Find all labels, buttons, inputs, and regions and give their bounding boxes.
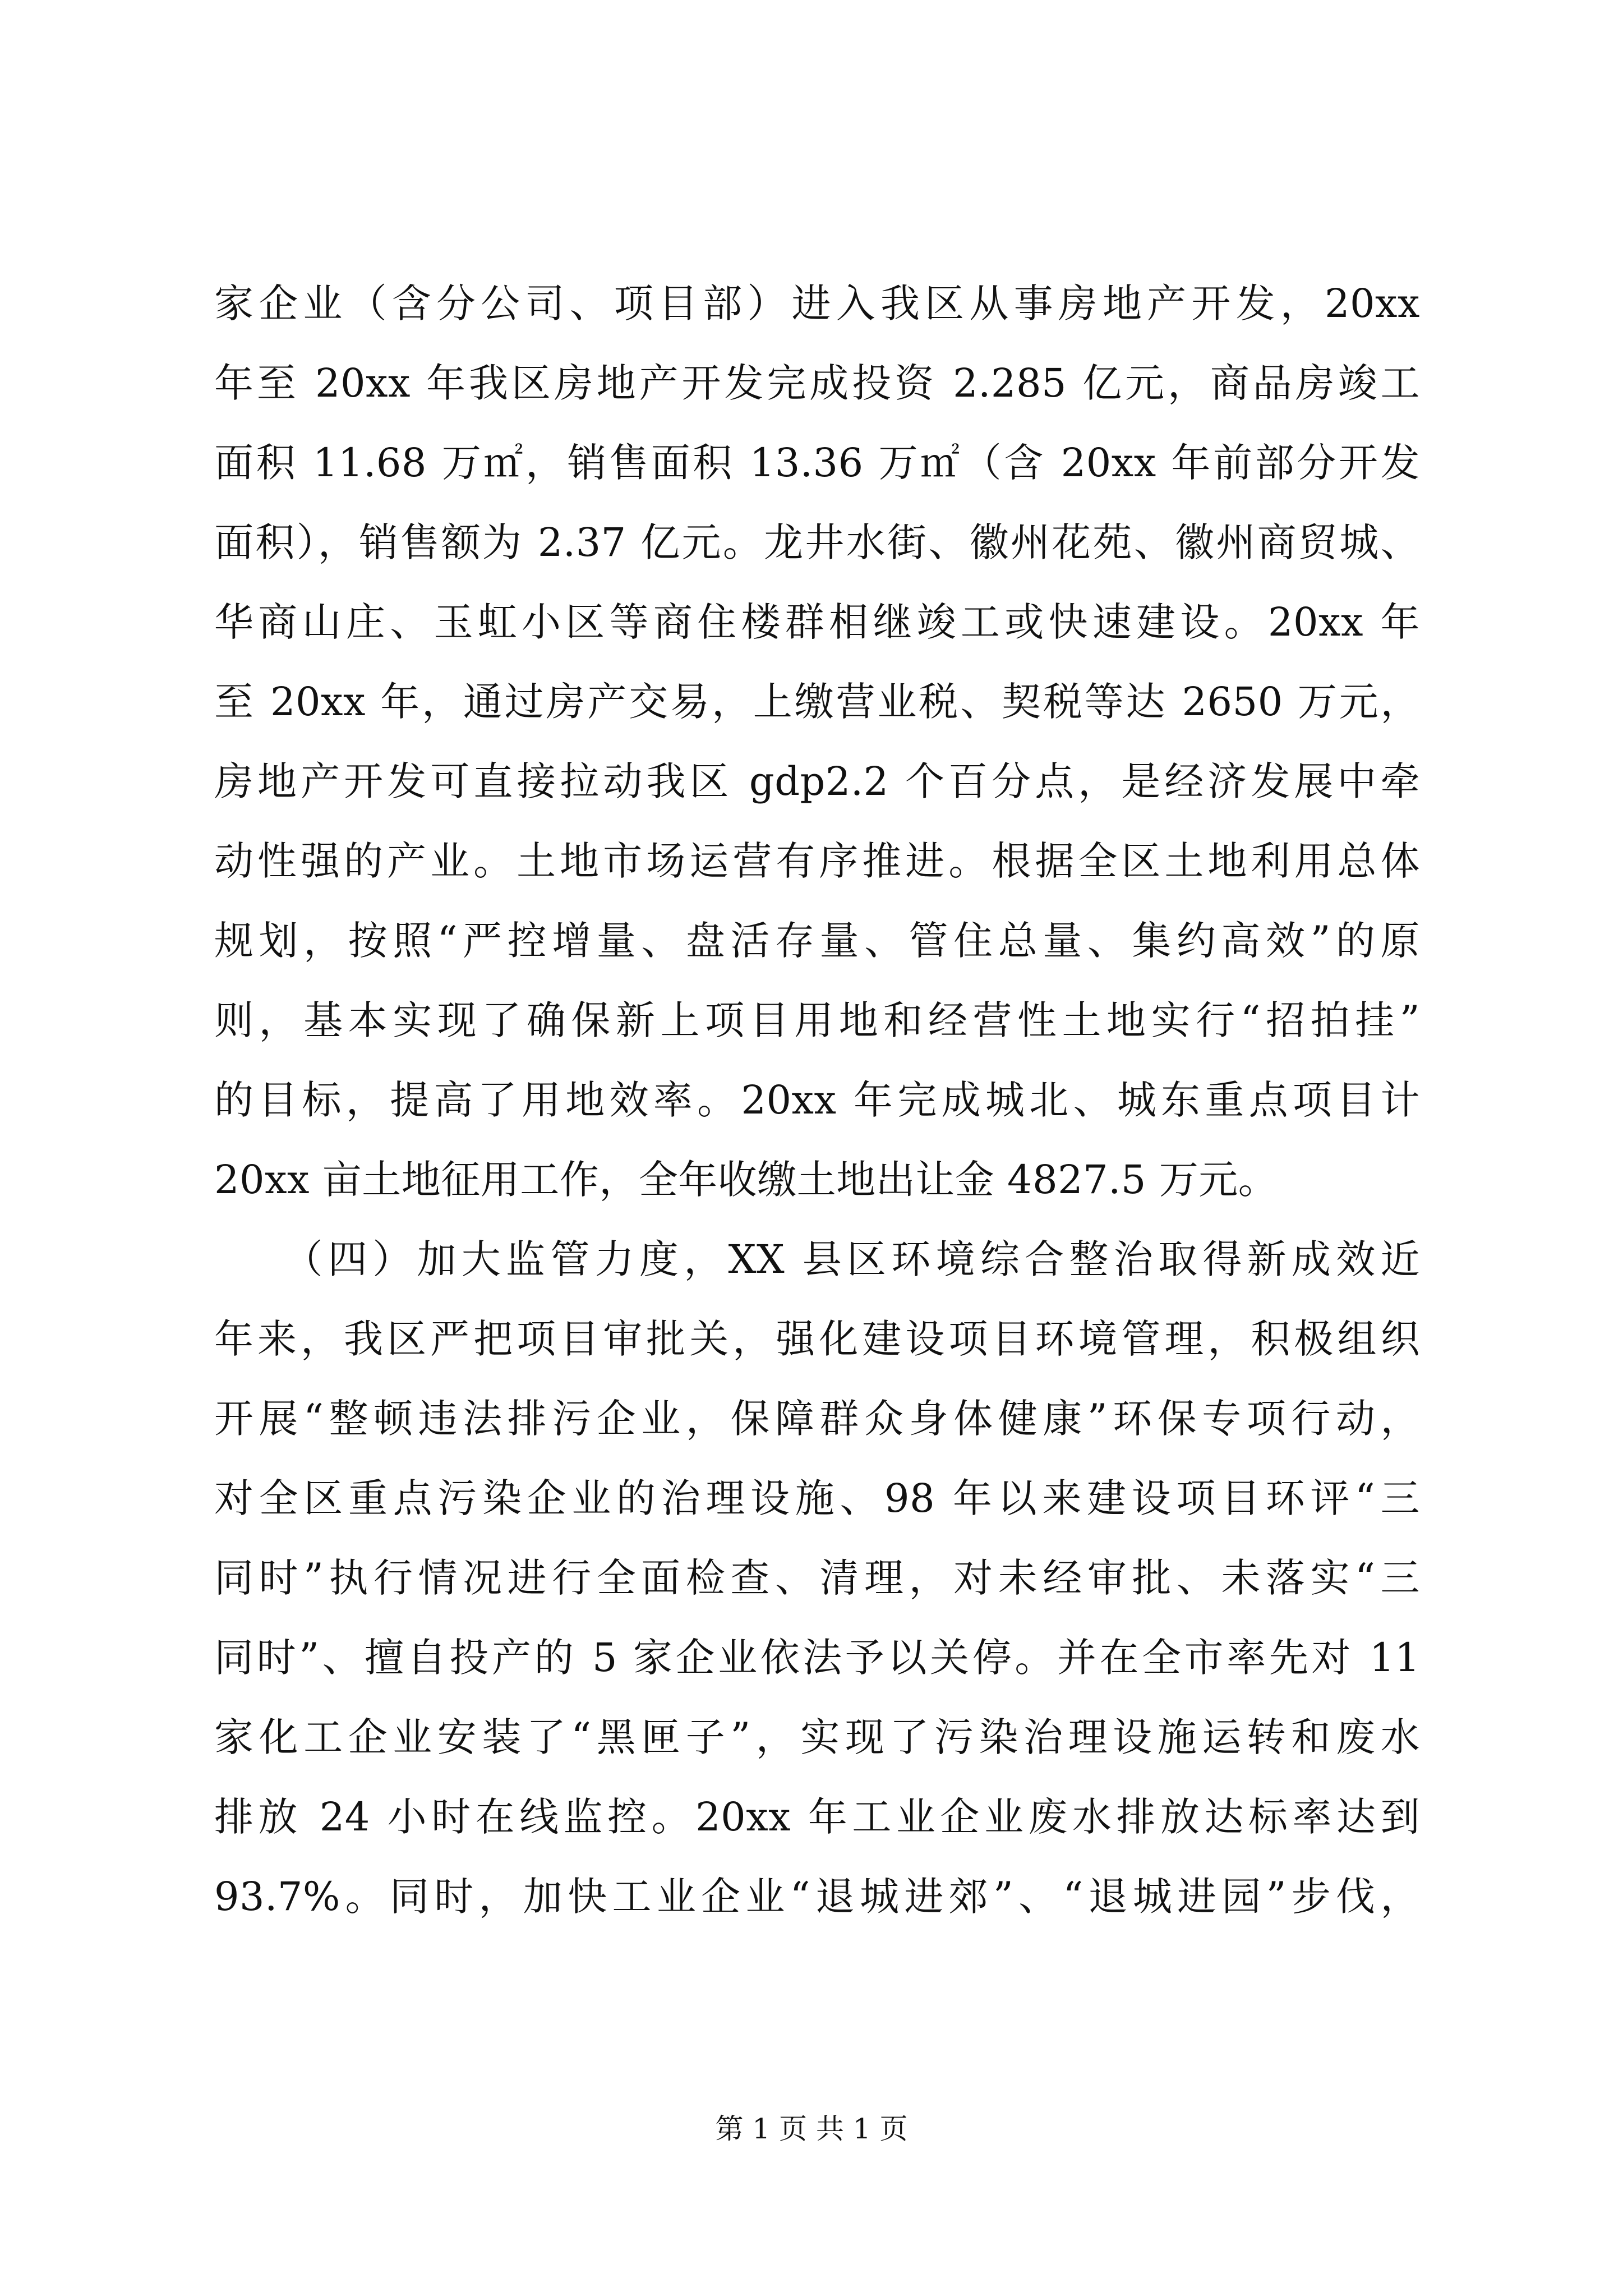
text-line: 排放 24 小时在线监控。20xx 年工业企业废水排放达标率达到 <box>214 1794 1420 1840</box>
text-line: 对全区重点污染企业的治理设施、98 年以来建设项目环评“三 <box>214 1475 1420 1521</box>
text-line: 规划，按照“严控增量、盘活存量、管住总量、集约高效”的原 <box>214 918 1420 964</box>
text-line: 面积），销售额为 2.37 亿元。龙井水街、徽州花苑、徽州商贸城、 <box>214 519 1420 565</box>
text-line: 同时”执行情况进行全面检查、清理，对未经审批、未落实“三 <box>214 1555 1420 1601</box>
page-footer: 第 1 页 共 1 页 <box>715 2113 908 2145</box>
text-line: 家化工企业安装了“黑匣子”，实现了污染治理设施运转和废水 <box>214 1714 1420 1760</box>
text-line: 同时”、擅自投产的 5 家企业依法予以关停。并在全市率先对 11 <box>214 1635 1420 1681</box>
text-line: 家企业（含分公司、项目部）进入我区从事房地产开发，20xx <box>214 280 1420 326</box>
text-line: 年来，我区严把项目审批关，强化建设项目环境管理，积极组织 <box>214 1316 1420 1362</box>
body-text <box>214 264 1420 1936</box>
text-line: 面积 11.68 万㎡，销售面积 13.36 万㎡（含 20xx 年前部分开发 <box>214 440 1420 486</box>
text-line: 动性强的产业。土地市场运营有序推进。根据全区土地利用总体 <box>214 838 1420 884</box>
text-line: 房地产开发可直接拉动我区 gdp2.2 个百分点，是经济发展中牵 <box>214 758 1420 804</box>
text-line: 的目标，提高了用地效率。20xx 年完成城北、城东重点项目计 <box>214 1077 1420 1123</box>
text-line: 20xx 亩土地征用工作，全年收缴土地出让金 4827.5 万元。 <box>214 1157 1278 1203</box>
text-line: 则，基本实现了确保新上项目用地和经营性土地实行“招拍挂” <box>214 997 1420 1043</box>
text-line: （四）加大监管力度，XX 县区环境综合整治取得新成效近 <box>214 1236 1420 1282</box>
text-line: 93.7%。同时，加快工业企业“退城进郊”、“退城进园”步伐， <box>214 1874 1420 1920</box>
text-line: 开展“整顿违法排污企业，保障群众身体健康”环保专项行动， <box>214 1396 1420 1442</box>
text-line: 至 20xx 年，通过房产交易，上缴营业税、契税等达 2650 万元， <box>214 679 1420 725</box>
text-line: 华商山庄、玉虹小区等商住楼群相继竣工或快速建设。20xx 年 <box>214 599 1420 645</box>
text-line: 年至 20xx 年我区房地产开发完成投资 2.285 亿元，商品房竣工 <box>214 360 1420 406</box>
